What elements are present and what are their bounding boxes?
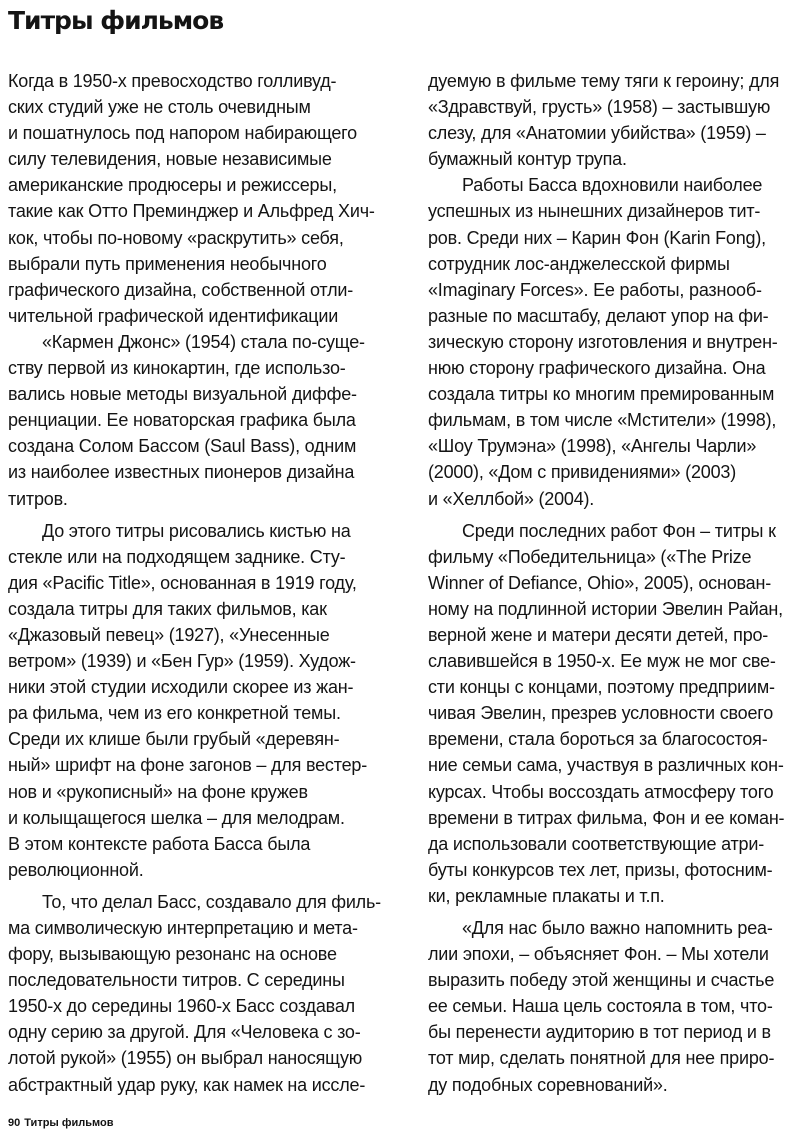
paragraph-start-line: До этого титры рисовались кистью на [42, 520, 351, 541]
text-line: ра фильма, чем из его конкретной темы. [8, 703, 341, 724]
text-line: «Здравствуй, грусть» (1958) – застывшую [428, 97, 771, 118]
paragraph-start-line: «Кармен Джонс» (1954) стала по-суще- [42, 331, 365, 352]
paragraph-start-line: Среди последних работ Фон – титры к [462, 520, 776, 541]
text-line: создала титры ко многим премированным [428, 384, 775, 405]
text-line: кок, чтобы по-новому «раскрутить» себя, [8, 227, 344, 248]
text-line: последовательности титров. С середины [8, 970, 345, 991]
text-line: ный» шрифт на фоне загонов – для вестер- [8, 755, 367, 776]
text-line: лии эпохи, – объясняет Фон. – Мы хотели [428, 944, 769, 965]
text-line: выбрали путь применения необычного [8, 253, 327, 274]
text-line: абстрактный удар руку, как намек на иссле- [8, 1074, 366, 1095]
text-line: времени, стала бороться за благосостоя- [428, 729, 768, 750]
text-line: ние семьи сама, участвуя в различных кон- [428, 755, 784, 776]
text-line: «Imaginary Forces». Ее работы, разнооб- [428, 279, 762, 300]
text-line: фору, вызывающую резонанс на основе [8, 944, 337, 965]
text-line: стекле или на подходящем заднике. Сту- [8, 546, 346, 567]
text-line: курсах. Чтобы воссоздать атмосферу того [428, 781, 774, 802]
text-line: дия «Pacific Title», основанная в 1919 году, [8, 572, 357, 593]
text-line: разные по масштабу, делают упор на фи- [428, 305, 769, 326]
page-footer [8, 1117, 113, 1130]
text-line: чивая Эвелин, презрев условности своего [428, 703, 774, 724]
text-line: верной жене и матери десяти детей, про- [428, 624, 769, 645]
page-number: 90 [8, 1117, 21, 1129]
text-line: буты конкурсов тех лет, призы, фотосним- [428, 859, 773, 880]
text-line: времени в титрах фильма, Фон и ее коман- [428, 807, 785, 828]
text-line: одну серию за другой. Для «Человека с зо- [8, 1022, 361, 1043]
left-column [8, 68, 388, 1098]
text-line: ее семьи. Наша цель состояла в том, что- [428, 996, 773, 1017]
paragraph-start-line: «Для нас было важно напомнить реа- [462, 918, 773, 938]
text-line: выразить победу этой женщины и счастье [428, 970, 775, 991]
text-line: бы перенести аудиторию в тот период и в [428, 1022, 771, 1043]
text-line: создана Солом Бассом (Saul Bass), одним [8, 436, 357, 457]
text-line: из наиболее известных пионеров дизайна [8, 462, 355, 483]
text-line: Когда в 1950-х превосходство голливуд- [8, 71, 337, 91]
paragraph-start-line: Работы Басса вдохновили наиболее [462, 175, 763, 196]
text-line: (2000), «Дом с привидениями» (2003) [428, 462, 736, 483]
text-line: создала титры для таких фильмов, как [8, 598, 327, 619]
text-line: ки, рекламные плакаты и т.п. [428, 885, 665, 906]
text-line: 1950-х до середины 1960-х Басс создавал [8, 996, 355, 1017]
text-line: дуемую в фильме тему тяги к героину; для [428, 71, 780, 91]
paragraph-start-line: То, что делал Басс, создавало для филь- [42, 891, 381, 912]
text-line: ма символическую интерпретацию и мета- [8, 918, 358, 938]
running-section-title: Титры фильмов [24, 1117, 114, 1129]
text-line: ренциации. Ее новаторская графика была [8, 410, 356, 431]
text-line: американские продюсеры и режиссеры, [8, 175, 337, 196]
text-line: слезу, для «Анатомии убийства» (1959) – [428, 123, 766, 144]
text-line: «Шоу Трумэна» (1998), «Ангелы Чарли» [428, 436, 757, 457]
text-line: такие как Отто Преминджер и Альфред Хич- [8, 201, 375, 222]
text-line: успешных из нынешних дизайнеров тит- [428, 201, 761, 222]
text-line: Winner of Defiance, Ohio», 2005), основан- [428, 572, 772, 593]
right-column [428, 68, 798, 1098]
text-line: сти концы с концами, поэтому предприим- [428, 677, 775, 698]
text-line: лотой рукой» (1955) он выбрал наносящую [8, 1048, 363, 1069]
text-line: ров. Среди них – Карин Фон (Karin Fong), [428, 227, 766, 248]
text-line: силу телевидения, новые независимые [8, 149, 332, 170]
page-title: Титры фильмов [8, 6, 224, 35]
text-line: «Джазовый певец» (1927), «Унесенные [8, 624, 330, 645]
text-line: и пошатнулось под напором набирающего [8, 123, 357, 144]
text-line: фильмам, в том числе «Мстители» (1998), [428, 410, 777, 431]
text-line: тот мир, сделать понятной для нее приро- [428, 1048, 775, 1069]
text-line: революционной. [8, 859, 144, 880]
text-line: и «Хеллбой» (2004). [428, 488, 595, 509]
text-line: вались новые методы визуальной диффе- [8, 384, 357, 405]
text-line: титров. [8, 488, 68, 509]
text-line: ству первой из кинокартин, где использо- [8, 358, 346, 379]
text-line: В этом контексте работа Басса была [8, 833, 311, 854]
text-line: фильму «Победительница» («The Prize [428, 546, 752, 567]
text-line: ному на подлинной истории Эвелин Райан, [428, 598, 783, 619]
text-line: графического дизайна, собственной отли- [8, 279, 354, 300]
text-line: и колыщащегося шелка – для мелодрам. [8, 807, 345, 828]
text-line: ники этой студии исходили скорее из жан- [8, 677, 354, 698]
text-line: нов и «рукописный» на фоне кружев [8, 781, 308, 802]
text-line: зическую сторону изготовления и внутрен- [428, 331, 778, 352]
text-line: чительной графической идентификации [8, 305, 339, 326]
text-line: нюю сторону графического дизайна. Она [428, 358, 766, 379]
text-line: ду подобных соревнований». [428, 1074, 668, 1095]
text-line: да использовали соответствующие атри- [428, 833, 764, 854]
text-line: ских студий уже не столь очевидным [8, 97, 311, 118]
text-line: славившейся в 1950-х. Ее муж не мог све- [428, 651, 776, 672]
text-line: ветром» (1939) и «Бен Гур» (1959). Худож- [8, 651, 356, 672]
text-line: сотрудник лос-анджелесской фирмы [428, 253, 730, 274]
text-line: бумажный контур трупа. [428, 149, 627, 170]
text-line: Среди их клише были грубый «деревян- [8, 729, 340, 750]
